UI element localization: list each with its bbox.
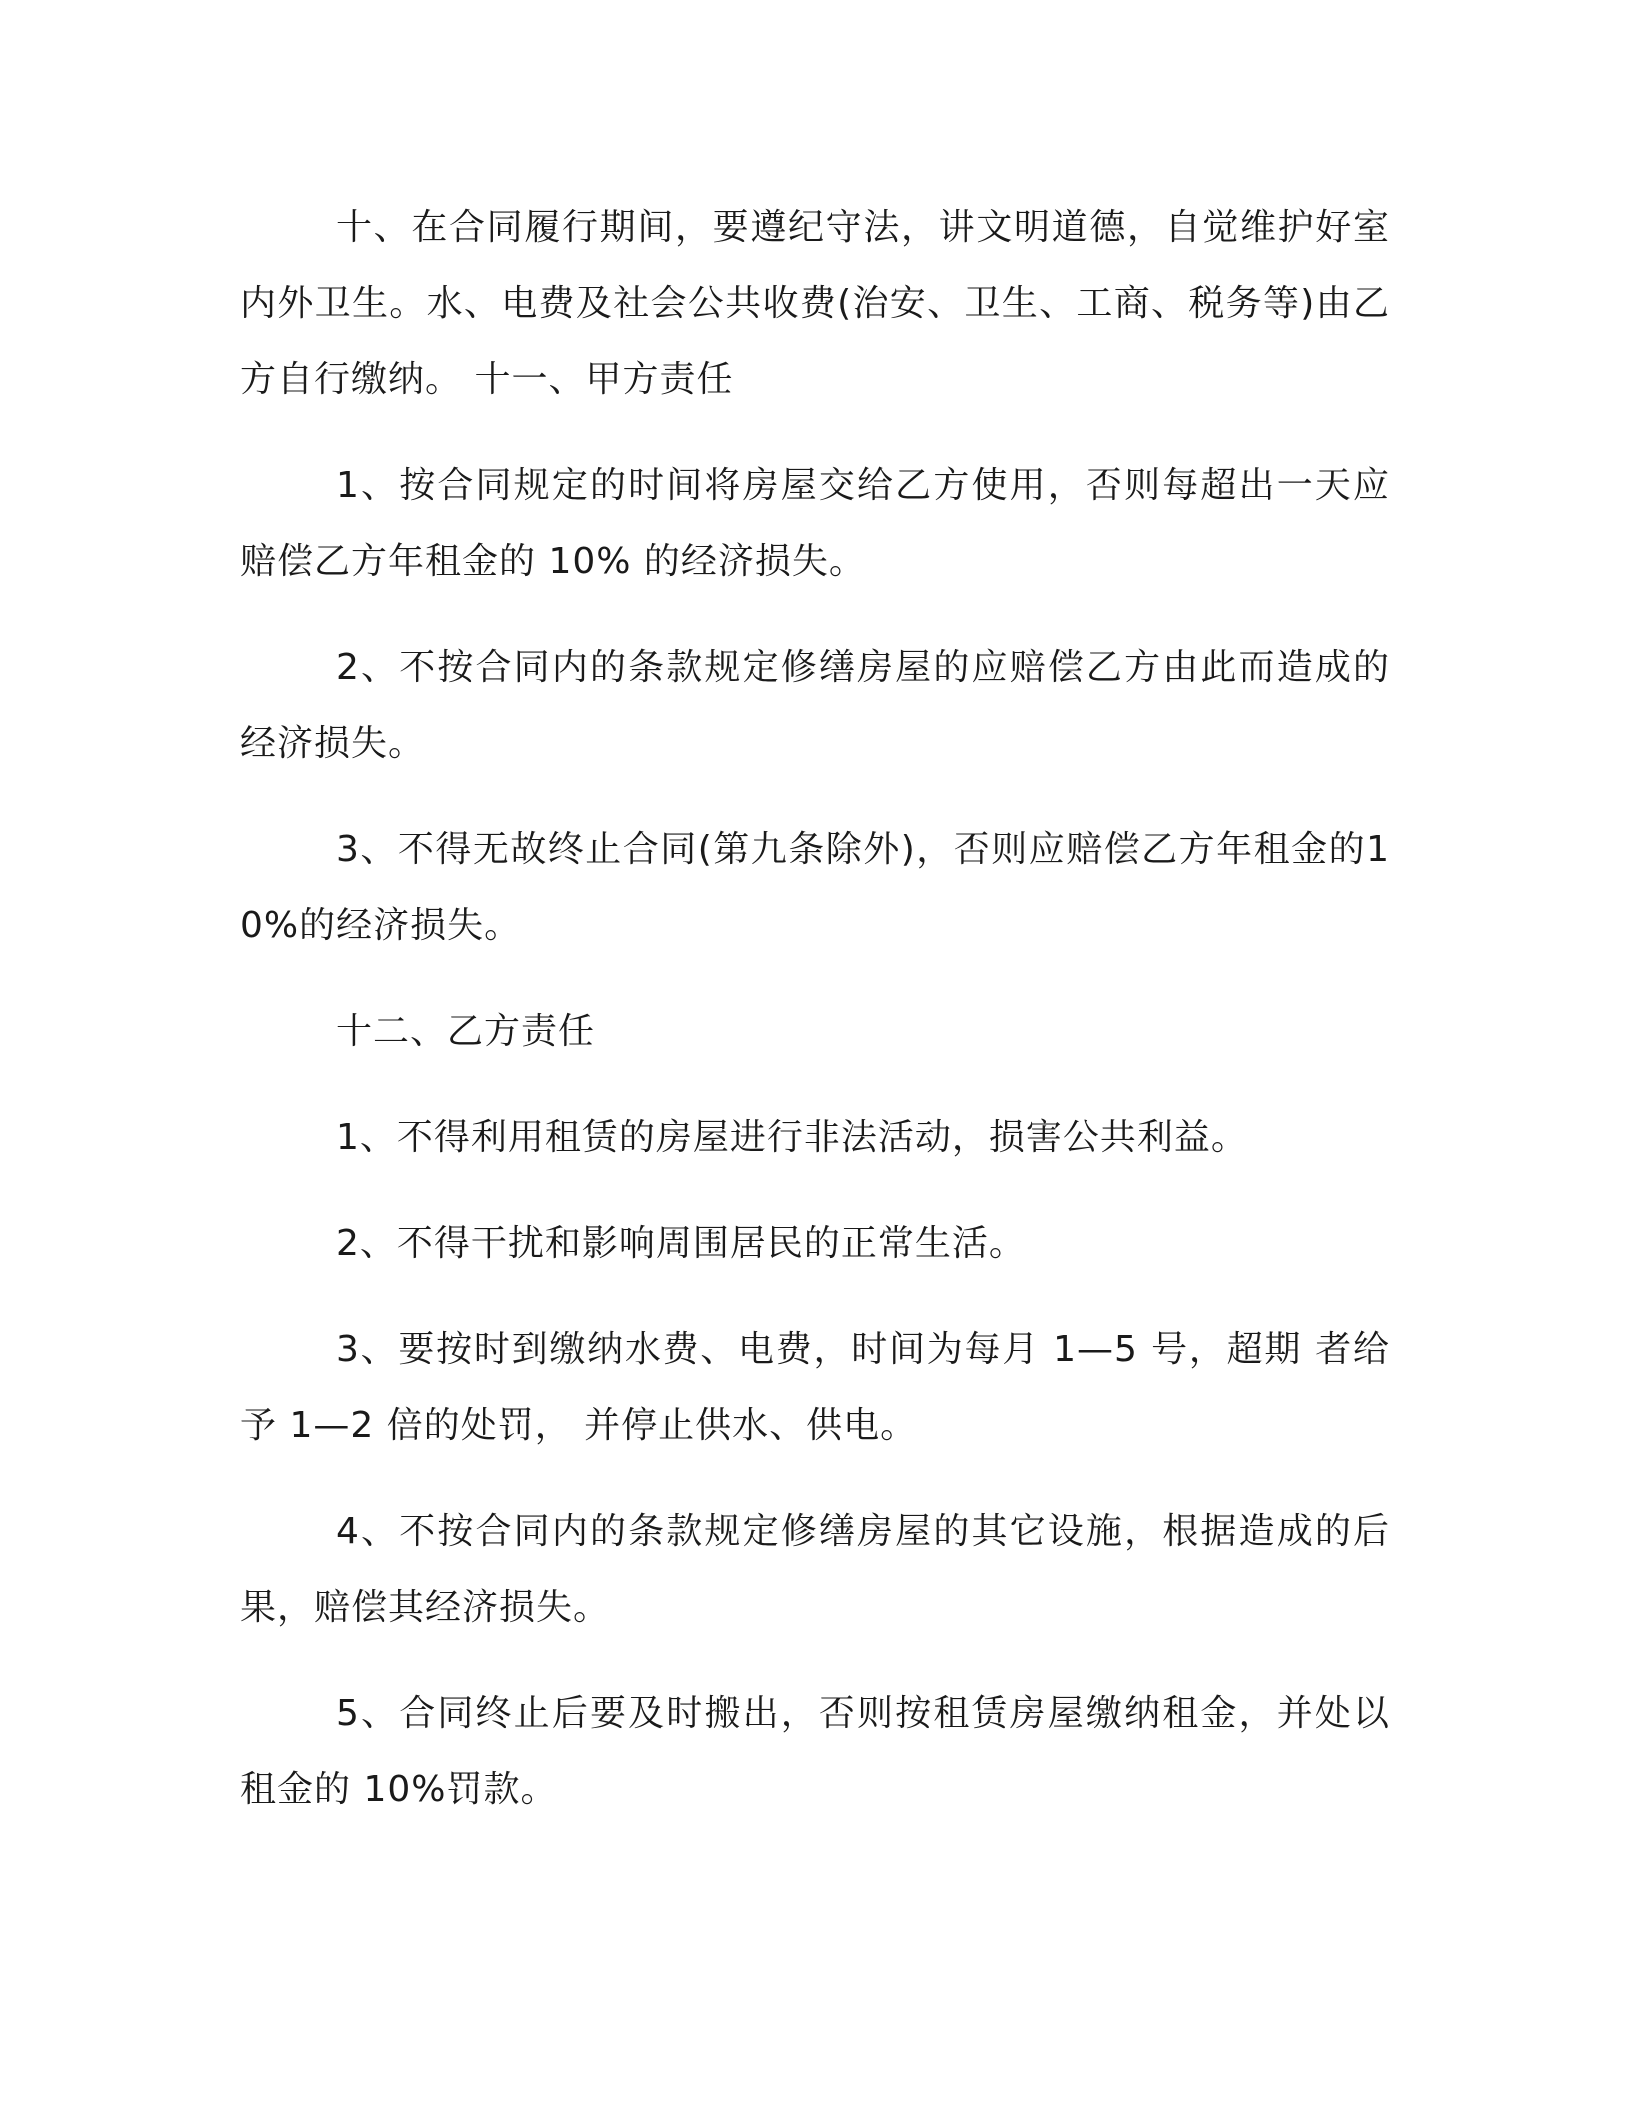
paragraph-party-a-item-2: 2、不按合同内的条款规定修缮房屋的应赔偿乙方由此而造成的经济损失。: [240, 647, 1390, 764]
section-heading-party-b: 十二、乙方责任: [336, 1011, 596, 1052]
paragraph-party-b-item-5: 5、合同终止后要及时搬出，否则按租赁房屋缴纳租金，并处以租金的 10%罚款。: [240, 1693, 1390, 1810]
paragraph-party-a-item-1: 1、按合同规定的时间将房屋交给乙方使用，否则每超出一天应赔偿乙方年租金的 10% 的经济损失。: [240, 465, 1390, 582]
paragraph-party-b-item-4: 4、不按合同内的条款规定修缮房屋的其它设施，根据造成的后果，赔偿其经济损失。: [240, 1511, 1390, 1628]
paragraph-party-b-item-3: 3、要按时到缴纳水费、电费，时间为每月 1—5 号，超期 者给予 1—2 倍的处罚， 并停止供水、供电。: [240, 1329, 1390, 1446]
document-page: [240, 190, 1390, 1858]
paragraph-party-a-item-3: 3、不得无故终止合同(第九条除外)，否则应赔偿乙方年租金的10%的经济损失。: [240, 829, 1390, 946]
paragraph-clause-10: 十、在合同履行期间，要遵纪守法，讲文明道德，自觉维护好室内外卫生。水、电费及社会公共收费(治安、卫生、工商、税务等)由乙方自行缴纳。 十一、甲方责任: [240, 207, 1390, 400]
paragraph-party-b-item-1: 1、不得利用租赁的房屋进行非法活动，损害公共利益。: [336, 1117, 1248, 1158]
paragraph-party-b-item-2: 2、不得干扰和影响周围居民的正常生活。: [336, 1223, 1026, 1264]
